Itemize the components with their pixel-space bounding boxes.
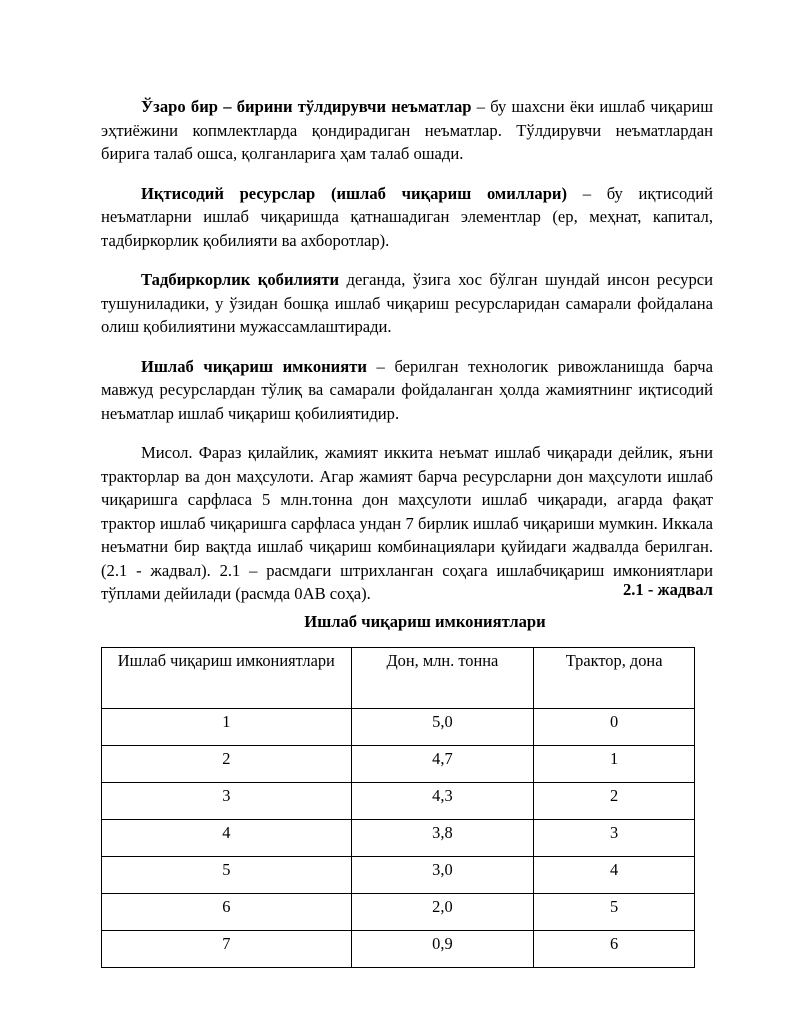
cell-possibility: 6 xyxy=(102,894,352,931)
definition-entrepreneurial-ability: деганда, ўзига хос бўлган шундай инсон ресурси тушуниладики, у ўзидан бошқа ишлаб чиқариш ресурсларидан самарали фойдалана олиш қобилиятини мужассамлаштиради. xyxy=(101,270,713,336)
header-possibilities: Ишлаб чиқариш имкониятлари xyxy=(102,648,352,709)
definition-production-possibility: – берилган технологик ривожланишда барча мавжуд ресурслардан тўлиқ ва самарали фойдаланган ҳолда жамиятнинг иқтисодий неъматлар ишлаб чиқариш қобилиятидир. xyxy=(101,356,713,423)
cell-grain: 2,0 xyxy=(351,894,534,931)
cell-grain: 3,8 xyxy=(351,820,534,857)
paragraph-complementary-goods xyxy=(101,95,713,166)
paragraph-economic-resources xyxy=(101,182,713,253)
cell-possibility: 7 xyxy=(102,931,352,968)
cell-tractor: 4 xyxy=(534,857,695,894)
table-row xyxy=(102,709,695,746)
cell-possibility: 3 xyxy=(102,783,352,820)
paragraph-production-possibility xyxy=(101,355,713,426)
definition-economic-resources: – бу иқтисодий неъматларни ишлаб чиқаришда қатнашадиган элементлар (ер, меҳнат, капитал, тадбиркорлик қобилияти ва ахборотлар). xyxy=(101,183,713,250)
cell-tractor: 6 xyxy=(534,931,695,968)
body-text xyxy=(101,95,713,622)
header-tractor: Трактор, дона xyxy=(534,648,695,709)
cell-possibility: 1 xyxy=(102,709,352,746)
table-row xyxy=(102,894,695,931)
table-row xyxy=(102,783,695,820)
definition-complementary-goods: – бу шахсни ёки ишлаб чиқариш эҳтиёжини копмлектларда қондирадиган неъматлар. Тўлдирувчи неъматлардан бирига талаб ошса, қолганларига ҳам талаб ошади. xyxy=(101,97,713,163)
term-complementary-goods: Ўзаро бир – бирини тўлдирувчи неъматлар xyxy=(141,97,472,116)
cell-possibility: 4 xyxy=(102,820,352,857)
table-header-row xyxy=(102,648,695,709)
cell-grain: 3,0 xyxy=(351,857,534,894)
cell-grain: 4,3 xyxy=(351,783,534,820)
cell-tractor: 0 xyxy=(534,709,695,746)
term-entrepreneurial-ability: Тадбиркорлик қобилияти xyxy=(141,270,340,289)
cell-grain: 0,9 xyxy=(351,931,534,968)
term-economic-resources: Иқтисодий ресурслар (ишлаб чиқариш омиллари) xyxy=(141,183,568,203)
example-text: Мисол. Фараз қилайлик, жамият иккита неъмат ишлаб чиқаради дейлик, яъни тракторлар ва дон маҳсулоти. Агар жамият барча ресурсларни дон маҳсулоти ишлаб чиқаришга сарфласа 5 млн.тонна дон маҳсулоти ишлаб чиқаради, агарда фақат трактор ишлаб чиқаришга сарфласа ундан 7 бирлик ишлаб чиқариши мумкин. Иккала неъматни бир вақтда ишлаб чиқариш комбинациялари қуйидаги жадвалда берилган.(2.1 - жадвал). 2.1 – расмдаги штрихланган соҳага ишлабчиқариш имкониятлари тўплами дейилади (расмда 0АВ соҳа). xyxy=(101,443,713,603)
header-grain: Дон, млн. тонна xyxy=(351,648,534,709)
cell-possibility: 2 xyxy=(102,746,352,783)
cell-tractor: 5 xyxy=(534,894,695,931)
table-row xyxy=(102,931,695,968)
table-row xyxy=(102,820,695,857)
table-row xyxy=(102,746,695,783)
production-possibilities-table xyxy=(101,647,695,968)
cell-tractor: 2 xyxy=(534,783,695,820)
cell-possibility: 5 xyxy=(102,857,352,894)
paragraph-entrepreneurial-ability xyxy=(101,268,713,339)
cell-grain: 5,0 xyxy=(351,709,534,746)
table-row xyxy=(102,857,695,894)
table-title: Ишлаб чиқариш имкониятлари xyxy=(304,612,546,631)
table-number: 2.1 - жадвал xyxy=(622,580,713,599)
cell-grain: 4,7 xyxy=(351,746,534,783)
term-production-possibility: Ишлаб чиқариш имконияти xyxy=(141,356,367,376)
cell-tractor: 3 xyxy=(534,820,695,857)
cell-tractor: 1 xyxy=(534,746,695,783)
